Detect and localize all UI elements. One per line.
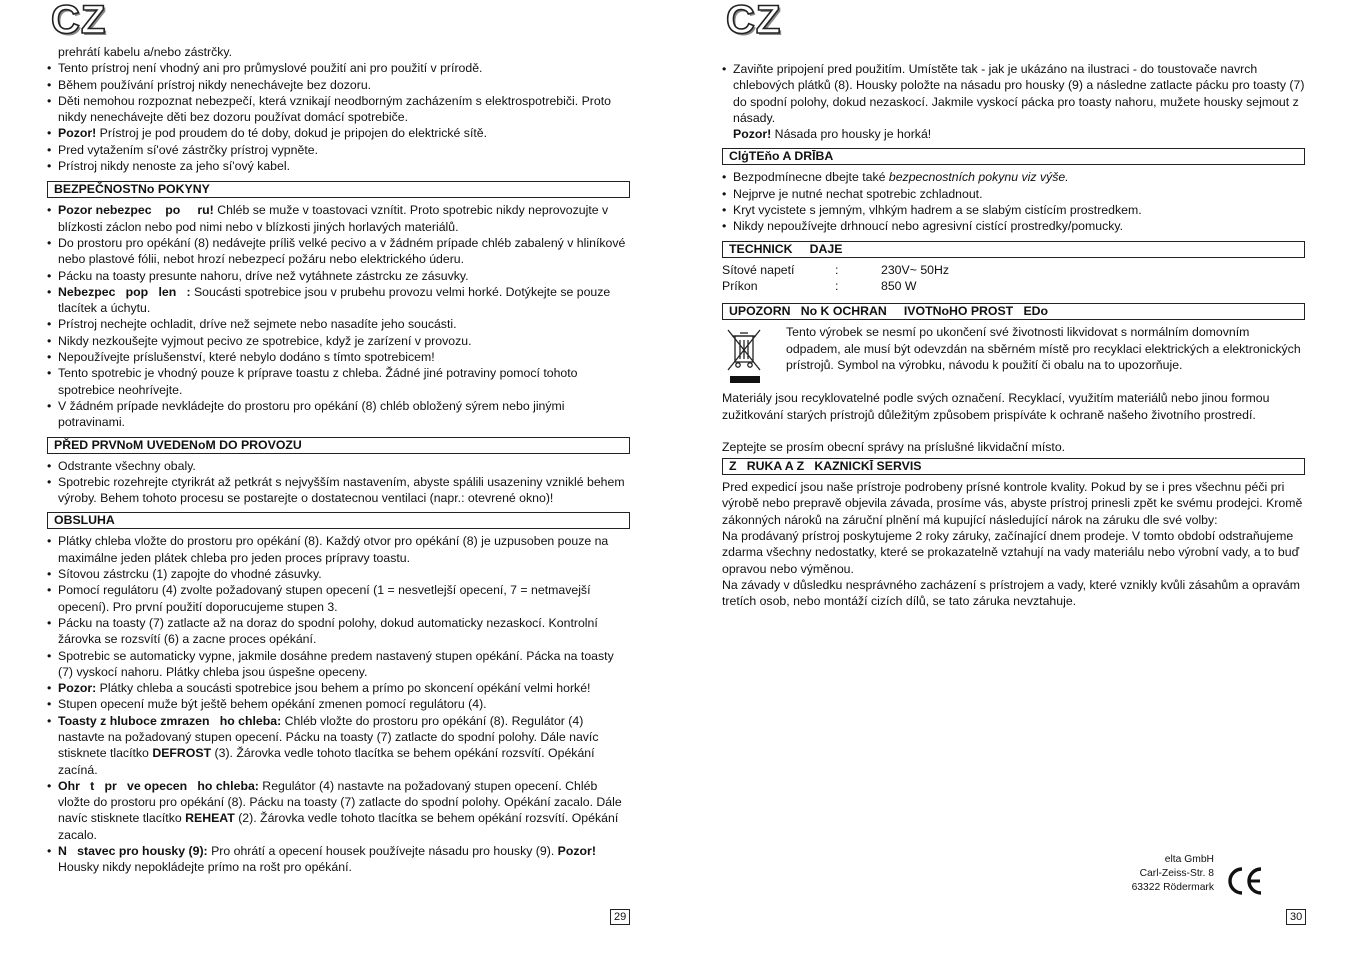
manufacturer-address: elta GmbH Carl-Zeiss-Str. 8 63322 Rödermark: [1131, 854, 1214, 893]
page-right: [722, 0, 1305, 954]
spec-sep: :: [835, 262, 839, 277]
list-item: • Nejprve je nutné nechat spotrebic zchladnout.: [722, 186, 1305, 202]
list-item: • Nikdy nezkoušejte vyjmout pecivo ze spotrebice, když je zarízení v provozu.: [47, 333, 630, 349]
spec-key: Sítové napetí: [722, 262, 795, 277]
page-left-content: [47, 44, 630, 876]
spec-value: 850 W: [881, 278, 917, 293]
warranty-paragraph: Na prodávaný prístroj poskytujeme 2 roky záruky, začínající dnem prodeje. V tomto období odstraňujeme zdarma všechny nedostatky, které se prokazatelně vztahují na vady materiálu nebo výrobní vady, a to buď opravou nebo výměnou.: [722, 529, 1300, 576]
list-item: • Plátky chleba vložte do prostoru pro opékání (8). Každý otvor pro opékání (8) je uzpusoben pouze na maximálne jeden plátek chleba pro jeden proces prípravy toastu.: [47, 533, 630, 566]
list-item: • Pozor: Plátky chleba a soucásti spotrebice jsou behem a prímo po skoncení opékání velmi horké!: [47, 680, 630, 696]
rolls-list: [722, 61, 1305, 142]
list-item: • Pozor nebezpec po ru! Chléb se muže v toastovaci vznítit. Proto spotrebic nikdy neprovozujte v blízkosti záclon nebo pod nimi nebo v blízkosti jiných horlavých materiálů.: [47, 202, 630, 235]
section-header-environment: UPOZORN No K OCHRAN IVOTNoHO PROST EDo: [722, 303, 1305, 320]
crossed-bin-icon: [726, 326, 762, 386]
safety-list: [47, 202, 630, 430]
recycle-text: Materiály jsou recyklovatelné podle svých označení. Recyklací, využitím materiálů nebo jinou formou zužitkování starých prístrojů důležitým způsobem prispíváte k ochraně našeho životního prostredí.: [722, 391, 1270, 422]
warranty-paragraph: Na závady v důsledku nesprávného zacházení s prístrojem a vady, které vznikly kvůli zásahům a opravám tretích osob, nebo montáží cizích dílů, se tato záruka nevztahuje.: [722, 577, 1301, 609]
section-header-safety: BEZPEČNOSTNo POKYNY: [47, 181, 630, 198]
list-item: • Pozor! Prístroj je pod proudem do té doby, dokud je pripojen do elektrické sítě.: [47, 125, 630, 141]
list-item: • Stupen opecení muže být ještě behem opékání zmenen pomocí regulátoru (4).: [47, 696, 630, 712]
list-item: • N stavec pro housky (9): Pro ohrátí a opecení housek používejte násadu pro housky (9). Pozor! Housky nikdy nepokládejte prímo na rošt pro opékání.: [47, 843, 630, 876]
list-item: • Děti nemohou rozpoznat nebezpečí, která vznikají neodborným zacházením s elektrospotrebiči. Proto nikdy nenechávejte děti bez dozoru používat domácí spotrebiče.: [47, 93, 630, 126]
ce-mark-icon: [1225, 866, 1265, 896]
list-item: • Toasty z hluboce zmrazen ho chleba: Chléb vložte do prostoru pro opékání (8). Regulátor (4) nastavte na požadovaný stupen opecení. Pácku na toasty (7) zatlacte do spodní polohy. Dále navíc stisknete tlacítko DEFROST (3). Žárovka vedle tohoto tlacítka se behem opékání rozsvítí. Opékání zacíná.: [47, 713, 630, 778]
list-item: • Pred vytažením sí'ové zástrčky prístroj vypněte.: [47, 142, 630, 158]
list-item: • Ohr t pr ve opecen ho chleba: Regulátor (4) nastavte na požadovaný stupen opecení. Chléb vložte do prostoru pro opékání (8). Pácku na toasty (7) zatlacte do spodní polohy. Opékání zacalo. Dále navíc stisknete tlacítko REHEAT (2). Žárovka vedle tohoto tlacítka se behem opékání rozsvítí. Opékání zacalo.: [47, 778, 630, 843]
weee-text: Tento výrobek se nesmí po ukončení své životnosti likvidovat s normálním domovním odpadem, ale musí být odevzdán na sběrném místě pro recyklaci elektrických a elektronických prístrojů. Symbol na výrobku, návodu k použití či obalu na to upozorňuje.: [786, 325, 1301, 372]
list-item: • Nikdy nepoužívejte drhnoucí nebo agresivní cistící prostredky/pomucky.: [722, 218, 1305, 234]
intro-list: [47, 44, 630, 174]
page-number: 30: [1286, 909, 1306, 925]
section-header-operation: OBSLUHA: [47, 512, 630, 529]
page-left: [47, 0, 630, 954]
page-right-content: [722, 61, 1305, 610]
section-header-tech: TECHNICK DAJE: [722, 241, 1305, 258]
spec-value: 230V~ 50Hz: [881, 262, 950, 277]
list-item: • Sítovou zástrcku (1) zapojte do vhodné zásuvky.: [47, 566, 630, 582]
list-item: • Bezpodmínecne dbejte také bezpecnostních pokynu viz výše.: [722, 169, 1305, 185]
list-item: prehrátí kabelu a/nebo zástrčky.: [58, 45, 233, 59]
list-item: • Odstrante všechny obaly.: [47, 458, 630, 474]
list-item: • Prístroj nechejte ochladit, dríve než sejmete nebo nasadíte jeho soucásti.: [47, 316, 630, 332]
section-header-cleaning: ClġTEňo A DRĪBA: [722, 148, 1305, 165]
list-item: • Prístroj nikdy nenoste za jeho sí'ový kabel.: [47, 158, 630, 174]
list-item: • Kryt vycistete s jemným, vlhkým hadrem a se slabým cistícím prostredkem.: [722, 202, 1305, 218]
operation-list: [47, 533, 630, 875]
ask-text: Zeptejte se prosím obecní správy na príslušné likvidační místo.: [722, 439, 1066, 454]
list-item: • Nebezpec pop len : Soucásti spotrebice jsou v prubehu provozu velmi horké. Dotýkejte se pouze tlacítek a úchytu.: [47, 284, 630, 317]
list-item: • Pácku na toasty presunte nahoru, dríve než vytáhnete zástrcku ze zásuvky.: [47, 268, 630, 284]
language-heading: CZ: [726, 0, 782, 42]
spec-sep: :: [835, 278, 839, 293]
warranty-paragraph: Pred expedicí jsou naše prístroje podrobeny prísné kontrole kvality. Pokud by se i pres všechnu péči pri výrobě nebo prepravě objevila závada, prosíme vás, abyste prístroj prinesli zpět ke svému prodejci. Kromě zákonných nároků na záruční plnění má kupující následující nárok na záruku dle své volby:: [722, 480, 1303, 527]
section-header-first-use: PŘED PRVNoM UVEDENoM DO PROVOZU: [47, 437, 630, 454]
first-use-list: [47, 458, 630, 507]
list-item: • Nepoužívejte príslušenství, které nebylo dodáno s tímto spotrebicem!: [47, 349, 630, 365]
list-item: • Pácku na toasty (7) zatlacte až na doraz do spodní polohy, dokud automaticky nezaskocí. Kontrolní žárovka se rozsvítí (6) a zacne proces opékání.: [47, 615, 630, 648]
list-item: • Tento spotrebic je vhodný pouze k prípravе toastu z chleba. Žádné jiné potraviny pomocí tohoto spotrebice neohrívejte.: [47, 365, 630, 398]
list-item: • Během používání prístroj nikdy nenechávejte bez dozoru.: [47, 77, 630, 93]
list-item: • Do prostoru pro opékání (8) nedávejte príliš velké pecivo a v žádném prípade chléb zabalený v hliníkové nebo plastové fólii, nebot hrozí nebezpecí požáru nebo elektrického úderu.: [47, 235, 630, 268]
spec-row: [722, 262, 1305, 278]
language-heading: CZ: [51, 0, 107, 42]
list-item: Pozor! Násada pro housky je horká!: [733, 127, 932, 142]
list-item: • Tento prístroj není vhodný ani pro průmyslové použití ani pro použití v prírodě.: [47, 60, 630, 76]
spec-row: [722, 278, 1305, 294]
cleaning-list: [722, 169, 1305, 234]
weee-block: [722, 324, 1305, 386]
page-number: 29: [610, 909, 630, 925]
list-item: • V žádném prípade nevkládejte do prostoru pro opékání (8) chléb obložený sýrem nebo jinými potravinami.: [47, 398, 630, 431]
list-item: • Zaviňte pripojení pred použitím. Umístěte tak - jak je ukázáno na ilustraci - do toustovače navrch chlebových plátků (8). Housky položte na násadu pro housky (9) a následne zatlacte pácku pro toasty (7) do spodní polohy, dokud nezaskocí. Jakmile vyskocí pácka pro toasty nahoru, mužete housky sejmout z násady.: [722, 61, 1305, 126]
section-header-warranty: Z RUKA A Z KAZNICKĪ SERVIS: [722, 458, 1305, 475]
spec-key: Príkon: [722, 278, 758, 293]
list-item: • Pomocí regulátoru (4) zvolte požadovaný stupen opecení (1 = nesvetlejší opecení, 7 = netmavejší opecení). Pro první použití doporucujeme stupen 3.: [47, 582, 630, 615]
list-item: • Spotrebic se automaticky vypne, jakmile dosáhne predem nastavený stupen opékání. Pácka na toasty (7) vyskocí nahoru. Plátky chleba jsou úspešne opeceny.: [47, 648, 630, 681]
list-item: • Spotrebic rozehrejte ctyrikrát až petkrát s nejvyšším nastavením, abyste spálili usazeniny vzniklé behem výroby. Behem tohoto procesu se postarejte o dostatecnou ventilaci (napr.: otevrené okno)!: [47, 474, 630, 507]
